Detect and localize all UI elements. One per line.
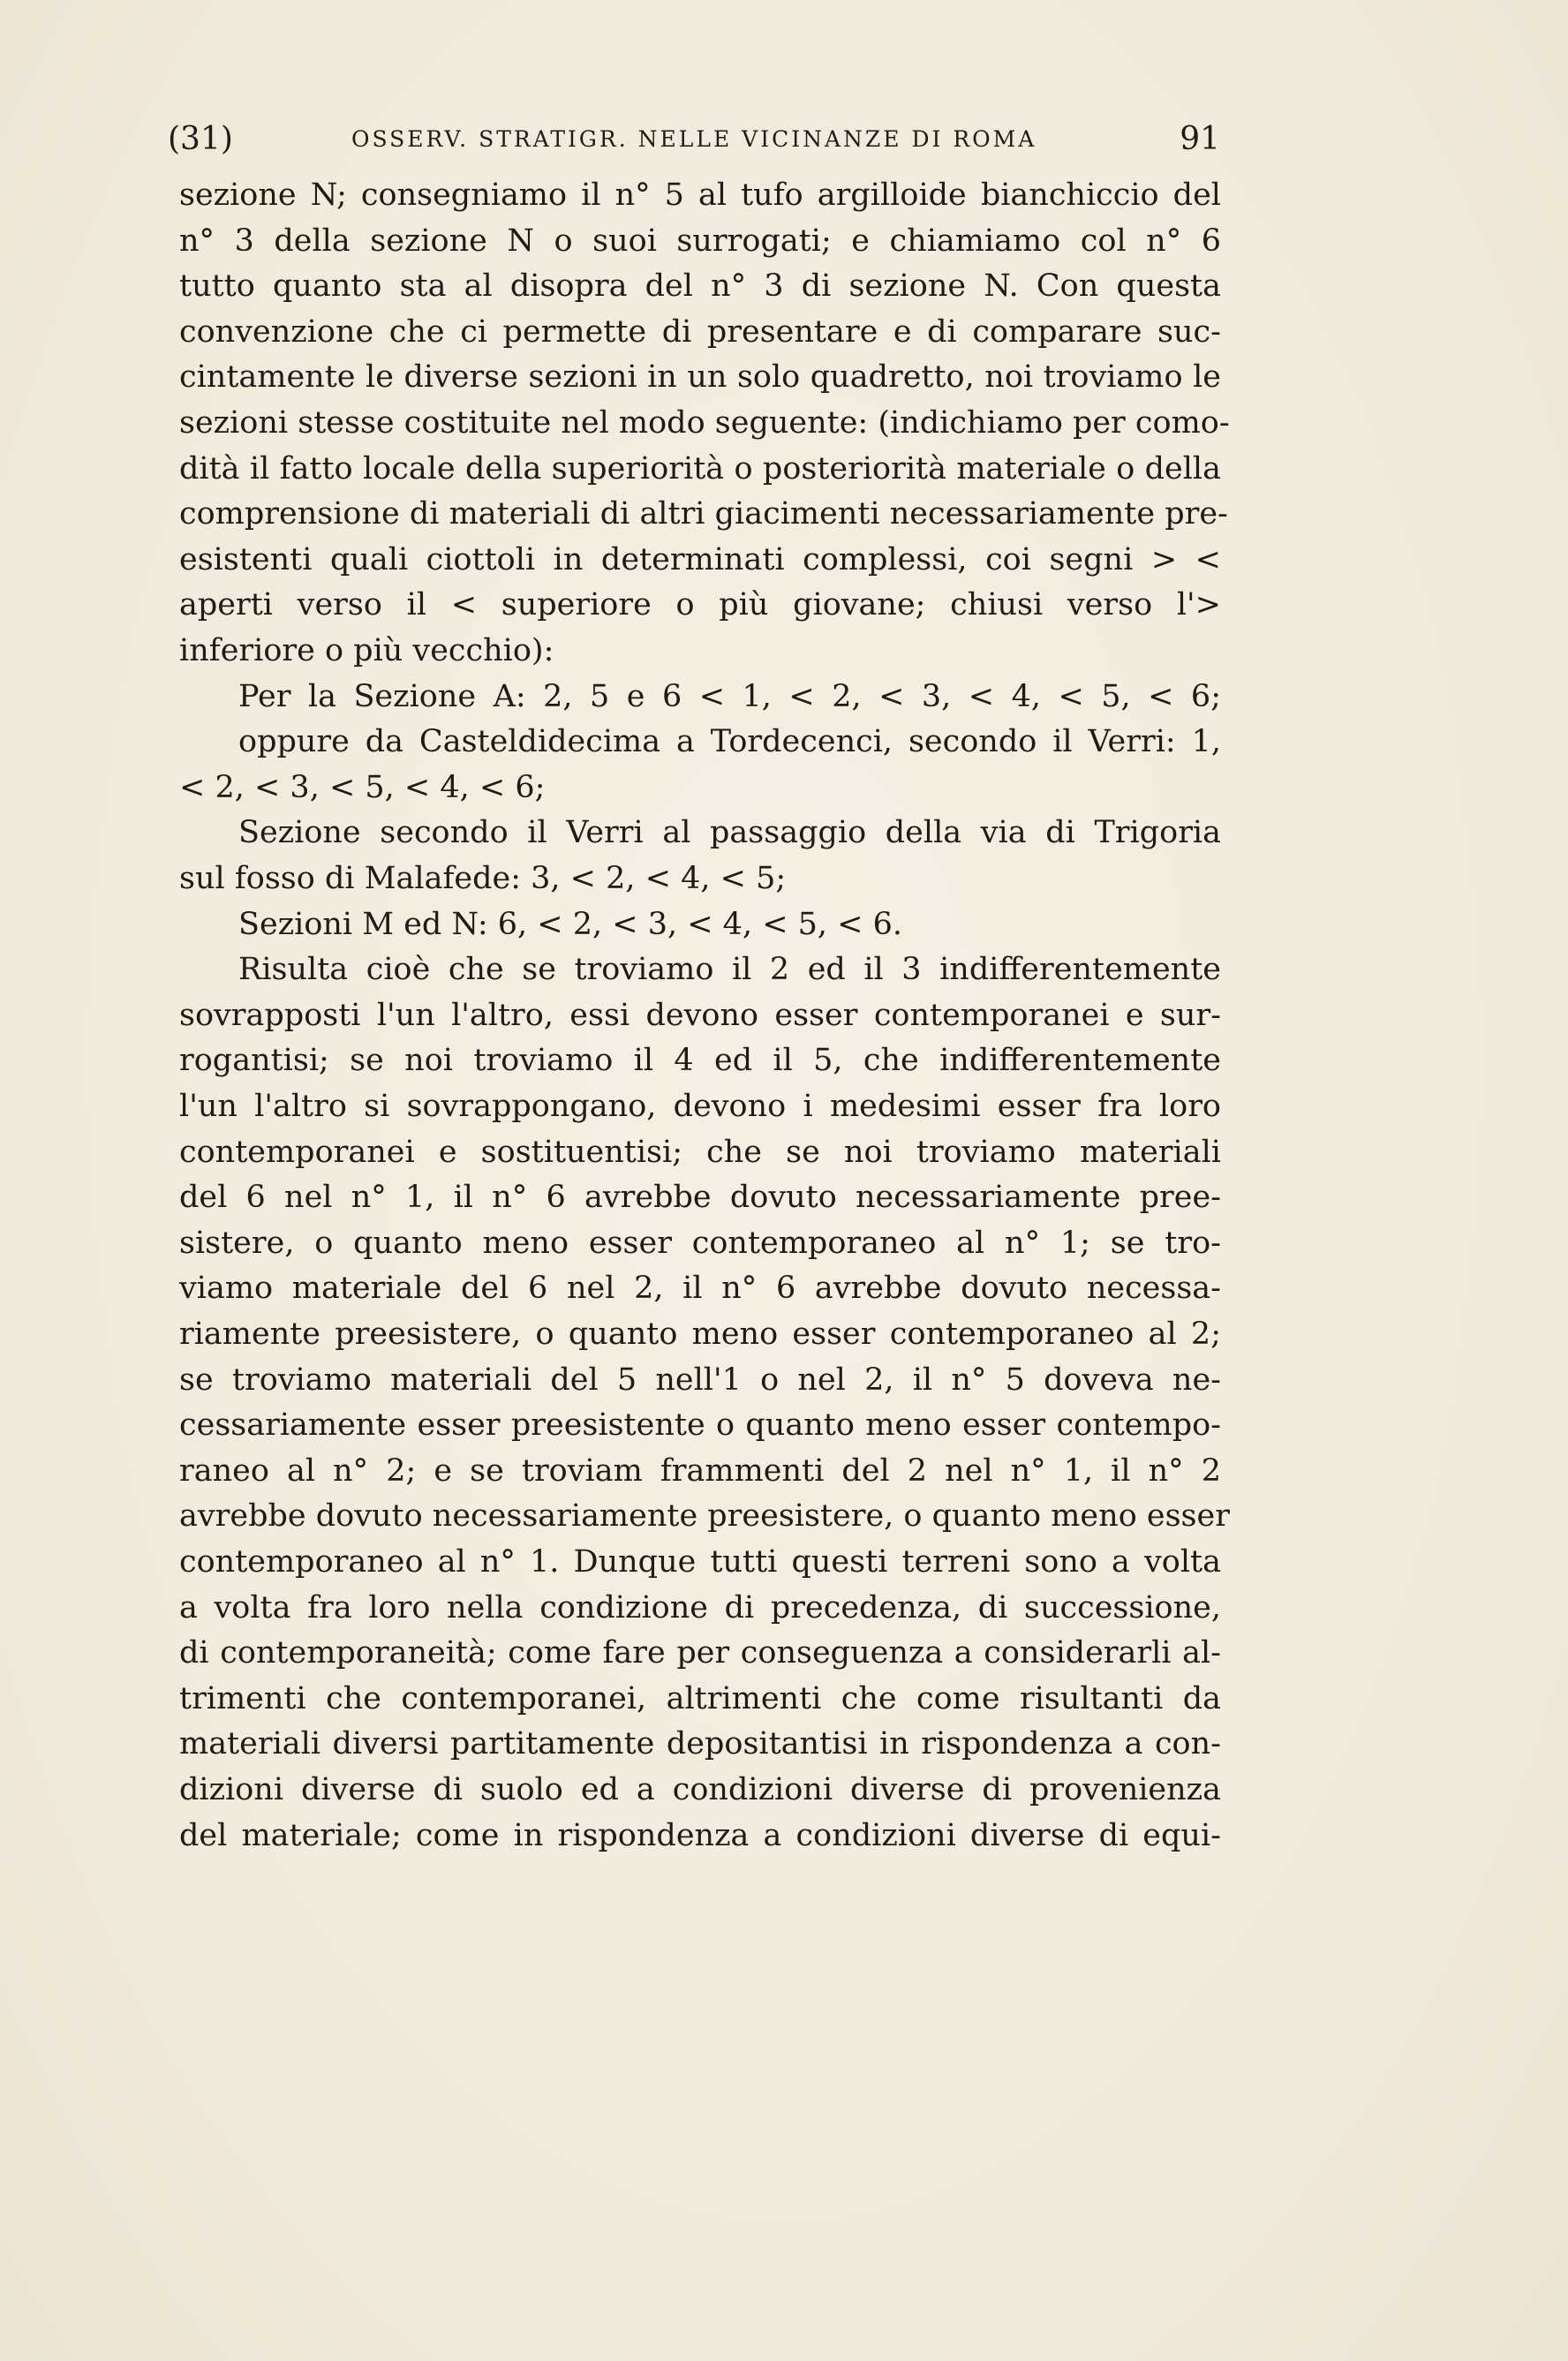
text-line: se troviamo materiali del 5 nell'1 o nel 2, il n° 5 doveva ne- [179,1362,1221,1398]
text-line: trimenti che contemporanei, altrimenti che come risultanti da [179,1680,1221,1716]
text-line: Per la Sezione A: 2, 5 e 6 < 1, < 2, < 3, < 4, < 5, < 6; [238,678,1221,714]
text-line: cessariamente esser preesistente o quanto meno esser contempo- [179,1407,1221,1444]
running-title: OSSERV. STRATIGR. NELLE VICINANZE DI ROMA [351,126,1037,152]
text-line: a volta fra loro nella condizione di precedenza, di successione, [179,1589,1221,1626]
text-line: inferiore o più vecchio): [179,633,554,668]
page-number: 91 [1180,121,1220,157]
text-line: raneo al n° 2; e se troviam frammenti del 2 nel n° 1, il n° 2 [179,1452,1221,1489]
text-line: sezioni stesse costituite nel modo seguente: (indichiamo per como- [179,405,1230,441]
text-line: convenzione che ci permette di presentare e di comparare suc- [179,313,1221,350]
text-line: aperti verso il < superiore o più giovane; chiusi verso l'> [179,587,1221,623]
page-id: (31) [168,121,233,157]
text-line: sistere, o quanto meno esser contemporaneo al n° 1; se tro- [179,1225,1221,1261]
text-line: contemporaneo al n° 1. Dunque tutti questi terreni sono a volta [179,1544,1221,1580]
text-line: cintamente le diverse sezioni in un solo quadretto, noi troviamo le [179,359,1221,396]
text-line: contemporanei e sostituentisi; che se noi troviamo materiali [179,1134,1221,1170]
text-line: < 2, < 3, < 5, < 4, < 6; [179,769,546,805]
text-line: di contemporaneità; come fare per conseguenza a considerarli al- [179,1635,1221,1671]
text-line: riamente preesistere, o quanto meno esser contemporaneo al 2; [179,1316,1221,1352]
text-line: viamo materiale del 6 nel 2, il n° 6 avrebbe dovuto necessa- [179,1271,1221,1307]
text-line: esistenti quali ciottoli in determinati complessi, coi segni > < [179,541,1221,577]
text-line: comprensione di materiali di altri giacimenti necessariamente pre- [179,496,1228,532]
text-line: avrebbe dovuto necessariamente preesistere, o quanto meno esser [179,1498,1230,1535]
page-header [168,113,1220,166]
text-line: l'un l'altro si sovrappongano, devono i medesimi esser fra loro [179,1089,1221,1124]
text-line: dità il fatto locale della superiorità o posteriorità materiale o della [179,450,1221,487]
text-line: dizioni diverse di suolo ed a condizioni diverse di provenienza [179,1772,1221,1807]
text-line: Sezione secondo il Verri al passaggio della via di Trigoria [238,815,1221,851]
text-line: tutto quanto sta al disopra del n° 3 di sezione N. Con questa [179,268,1221,305]
text-line: del materiale; come in rispondenza a condizioni diverse di equi- [179,1817,1221,1853]
text-line: sovrapposti l'un l'altro, essi devono esser contemporanei e sur- [179,997,1221,1033]
text-line: oppure da Casteldidecima a Tordecenci, secondo il Verri: 1, [238,724,1221,760]
text-line: Sezioni M ed N: 6, < 2, < 3, < 4, < 5, < 6. [238,906,903,942]
text-line: rogantisi; se noi troviamo il 4 ed il 5, che indifferentemente [179,1043,1221,1079]
text-line: n° 3 della sezione N o suoi surrogati; e chiamiamo col n° 6 [179,223,1221,259]
text-line: materiali diversi partitamente depositantisi in rispondenza a con- [179,1726,1221,1762]
text-line: sezione N; consegniamo il n° 5 al tufo argilloide bianchiccio del [179,177,1221,213]
text-line: Risulta cioè che se troviamo il 2 ed il 3 indifferentemente [238,952,1221,988]
text-line: del 6 nel n° 1, il n° 6 avrebbe dovuto necessariamente pree- [179,1180,1221,1216]
text-line: sul fosso di Malafede: 3, < 2, < 4, < 5; [179,861,787,896]
